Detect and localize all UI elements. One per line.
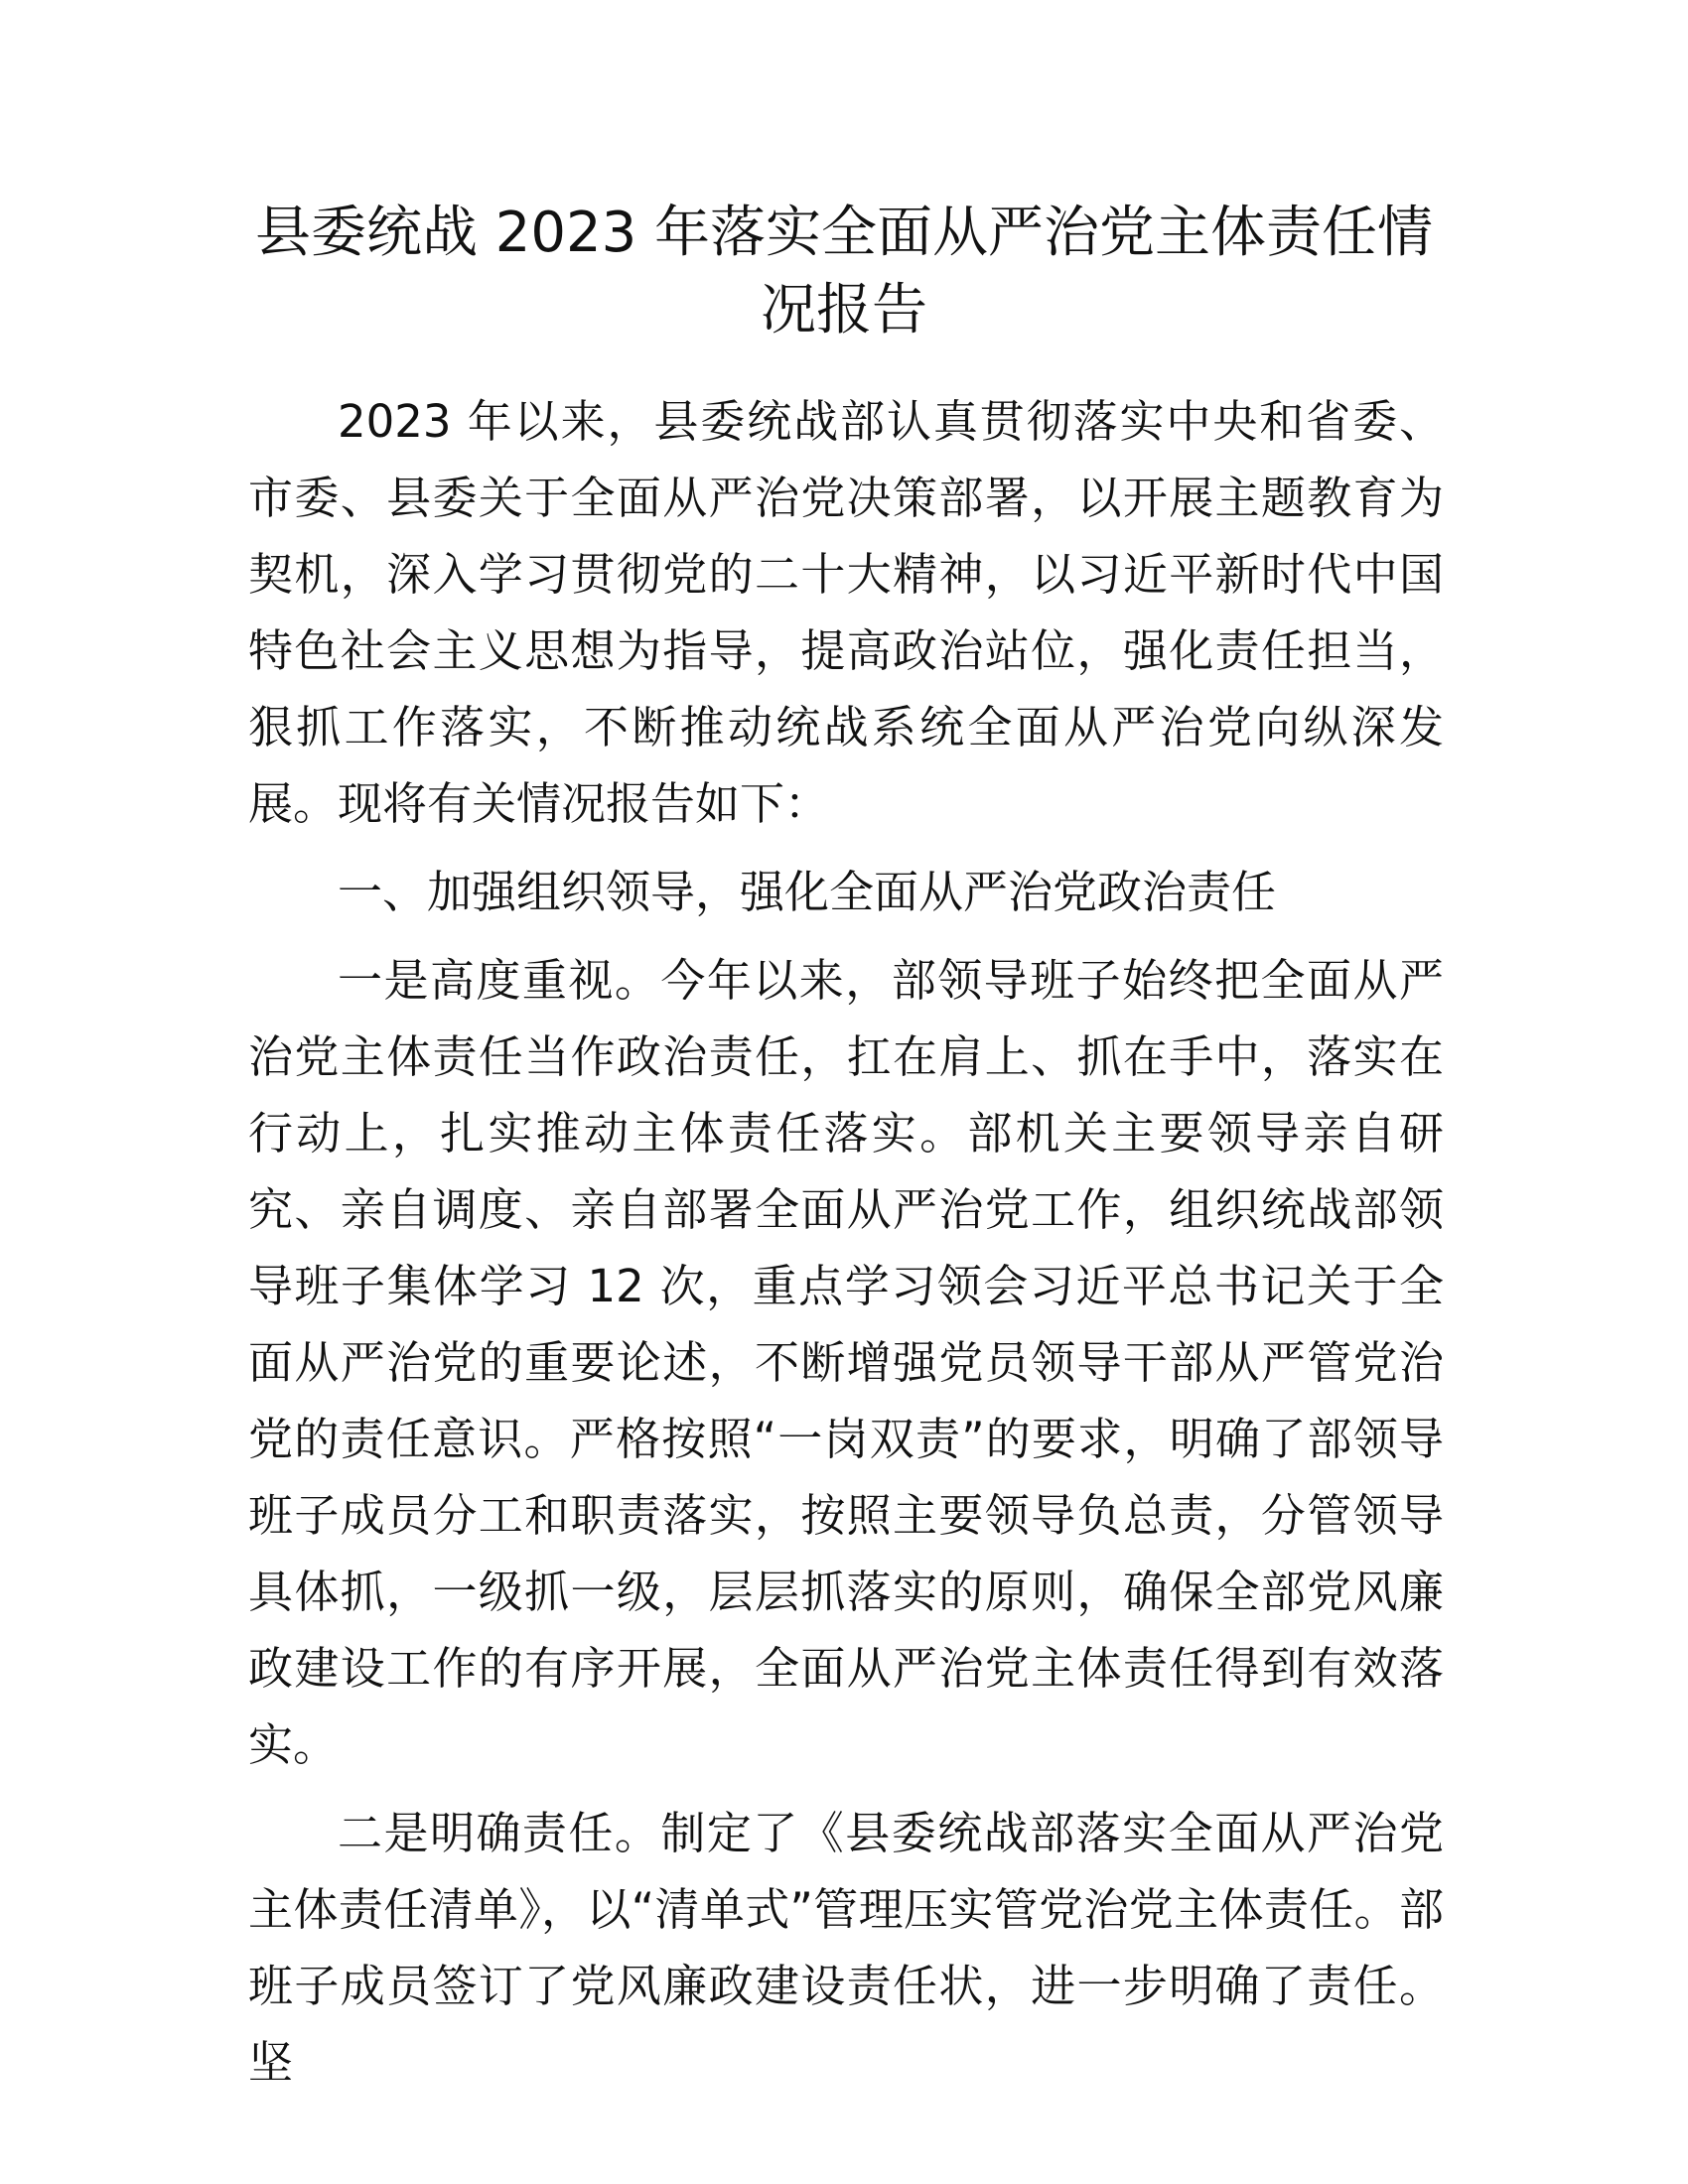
paragraph-clarify-responsibility: 二是明确责任。制定了《县委统战部落实全面从严治党主体责任清单》，以“清单式”管理压实管党治党主体责任。部班子成员签订了党风廉政建设责任状，进一步明确了责任。坚 (248, 1807, 1444, 2089)
document-body (248, 383, 1444, 2113)
section-heading-1: 一、加强组织领导，强化全面从严治党政治责任 (338, 866, 1277, 918)
intro-paragraph: 2023 年以来，县委统战部认真贯彻落实中央和省委、市委、县委关于全面从严治党决策部署，以开展主题教育为契机，深入学习贯彻党的二十大精神，以习近平新时代中国特色社会主义思想为指导，提高政治站位，强化责任担当，狠抓工作落实，不断推动统战系统全面从严治党向纵深发展。现将有关情况报告如下： (248, 395, 1444, 830)
paragraph-high-priority: 一是高度重视。今年以来，部领导班子始终把全面从严治党主体责任当作政治责任，扛在肩上、抓在手中，落实在行动上，扎实推动主体责任落实。部机关主要领导亲自研究、亲自调度、亲自部署全面从严治党工作，组织统战部领导班子集体学习 12 次，重点学习领会习近平总书记关于全面从严治党的重要论述，不断增强党员领导干部从严管党治党的责任意识。严格按照“一岗双责”的要求，明确了部领导班子成员分工和职责落实，按照主要领导负总责，分管领导具体抓，一级抓一级，层层抓落实的原则，确保全部党风廉政建设工作的有序开展，全面从严治党主体责任得到有效落实。 (248, 954, 1444, 1771)
document-title: 县委统战 2023 年落实全面从严治党主体责任情况报告 (254, 201, 1434, 342)
